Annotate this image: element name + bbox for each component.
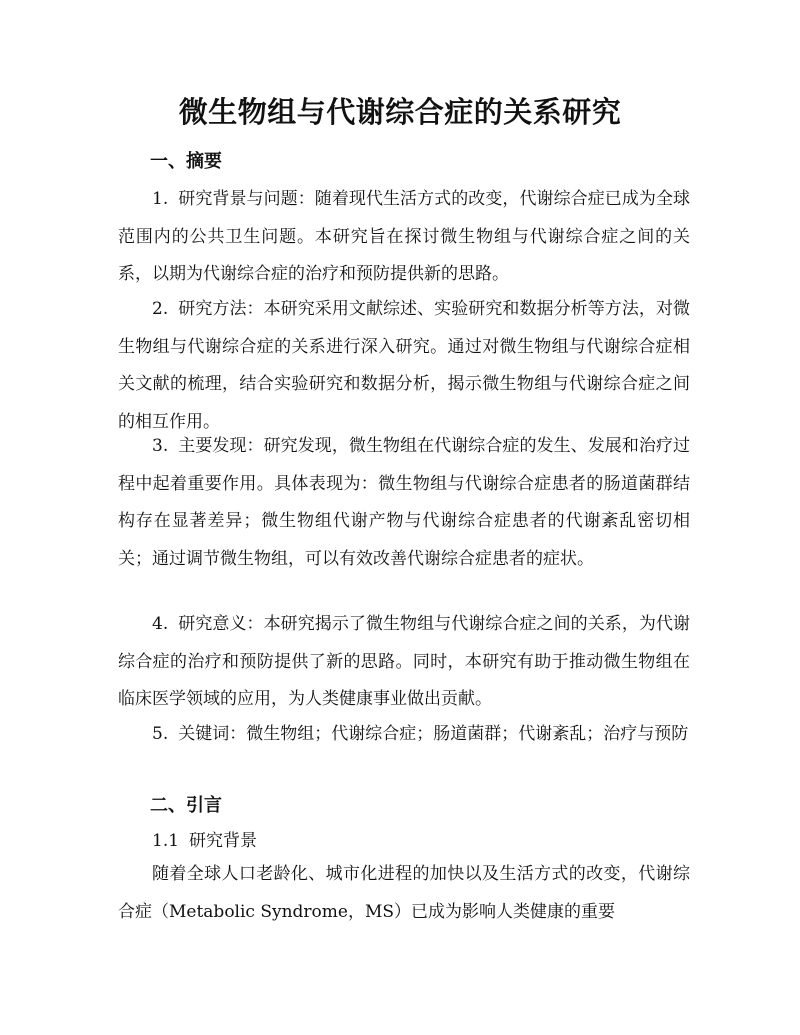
paragraph-number: 2. — [152, 299, 169, 319]
introduction-paragraph-1: 随着全球人口老龄化、城市化进程的加快以及生活方式的改变，代谢综合症（Metabolic Syndrome，MS）已成为影响人类健康的重要 — [118, 864, 690, 922]
paragraph-text: 研究背景与问题：随着现代生活方式的改变，代谢综合症已成为全球范围内的公共卫生问题。本研究旨在探讨微生物组与代谢综合症之间的关系，以期为代谢综合症的治疗和预防提供新的思路。 — [118, 189, 690, 284]
abstract-paragraph-1 — [118, 181, 690, 294]
section-heading-abstract: 一、摘要 — [150, 151, 222, 172]
paragraph-number: 3. — [152, 436, 169, 456]
document-title: 微生物组与代谢综合症的关系研究 — [178, 95, 622, 129]
subsection-heading — [152, 829, 257, 853]
paragraph-text: 主要发现：研究发现，微生物组在代谢综合症的发生、发展和治疗过程中起着重要作用。具体表现为：微生物组与代谢综合症患者的肠道菌群结构存在显著差异；微生物组代谢产物与代谢综合症患者的代谢紊乱密切相关；通过调节微生物组，可以有效改善代谢综合症患者的症状。 — [118, 436, 690, 569]
paragraph-number: 5. — [152, 724, 169, 744]
abstract-paragraph-4 — [118, 606, 690, 719]
paragraph-number: 4. — [152, 614, 169, 634]
abstract-paragraph-5 — [118, 716, 690, 754]
paragraph-text: 研究方法：本研究采用文献综述、实验研究和数据分析等方法，对微生物组与代谢综合症的关系进行深入研究。通过对微生物组与代谢综合症相关文献的梳理，结合实验研究和数据分析，揭示微生物组与代谢综合症之间的相互作用。 — [118, 299, 690, 432]
paragraph-number: 1. — [152, 189, 169, 209]
paragraph-text: 关键词：微生物组；代谢综合症；肠道菌群；代谢紊乱；治疗与预防 — [178, 724, 689, 744]
section-heading-introduction: 二、引言 — [150, 795, 222, 816]
abstract-paragraph-3 — [118, 428, 690, 578]
subsection-number: 1.1 — [152, 831, 180, 851]
subsection-title: 研究背景 — [189, 831, 258, 851]
abstract-paragraph-2 — [118, 291, 690, 441]
paragraph-text: 研究意义：本研究揭示了微生物组与代谢综合症之间的关系，为代谢综合症的治疗和预防提供了新的思路。同时，本研究有助于推动微生物组在临床医学领域的应用，为人类健康事业做出贡献。 — [118, 614, 690, 709]
